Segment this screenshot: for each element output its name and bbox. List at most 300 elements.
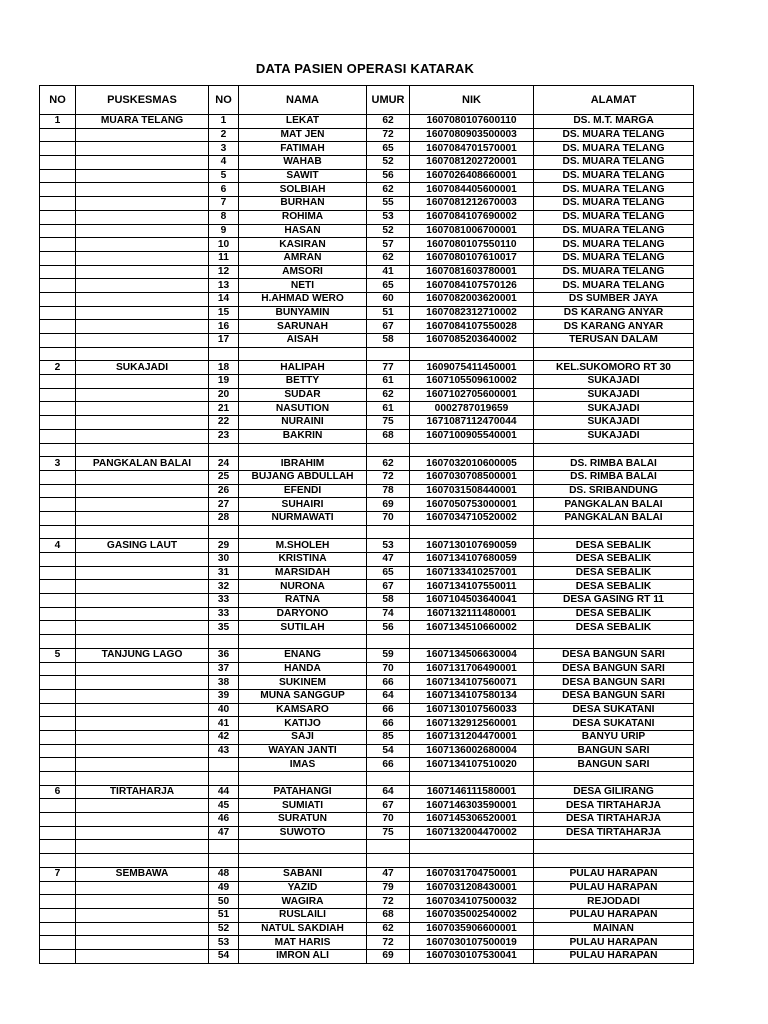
cell-umur: 59 (367, 648, 410, 662)
cell-no (40, 717, 76, 731)
cell-puskesmas (76, 936, 209, 950)
cell-no (40, 621, 76, 635)
cell-nama: NURMAWATI (239, 511, 367, 525)
cell-alamat: KEL.SUKOMORO RT 30 (534, 361, 694, 375)
cell-puskesmas (76, 292, 209, 306)
table-row (40, 949, 694, 963)
cell-alamat: SUKAJADI (534, 429, 694, 443)
cell-no (40, 306, 76, 320)
cell-nama: RUSLAILI (239, 908, 367, 922)
cell-patient-no: 38 (209, 676, 239, 690)
cell-patient-no: 10 (209, 238, 239, 252)
cell-alamat: DS KARANG ANYAR (534, 320, 694, 334)
cell-umur: 68 (367, 429, 410, 443)
cell-no (40, 238, 76, 252)
column-header-alamat: ALAMAT (534, 86, 694, 115)
cell-no: 1 (40, 115, 76, 129)
cell-nama: M.SHOLEH (239, 539, 367, 553)
cell-patient-no: 18 (209, 361, 239, 375)
cell-no (40, 840, 76, 854)
cell-nama: BAKRIN (239, 429, 367, 443)
cell-no (40, 826, 76, 840)
table-row (40, 539, 694, 553)
cell-umur: 53 (367, 539, 410, 553)
cell-nama: SARUNAH (239, 320, 367, 334)
cell-alamat: DESA SEBALIK (534, 607, 694, 621)
blank-row (40, 854, 694, 868)
cell-nama: KRISTINA (239, 553, 367, 567)
cell-umur: 70 (367, 662, 410, 676)
cell-no (40, 224, 76, 238)
cell-puskesmas (76, 197, 209, 211)
cell-no (40, 758, 76, 772)
cell-nama: DARYONO (239, 607, 367, 621)
cell-umur: 52 (367, 156, 410, 170)
table-row (40, 703, 694, 717)
cell-umur: 66 (367, 717, 410, 731)
cell-patient-no: 2 (209, 128, 239, 142)
cell-nama: PATAHANGI (239, 785, 367, 799)
cell-patient-no (209, 840, 239, 854)
cell-nik: 1607035002540002 (410, 908, 534, 922)
blank-row (40, 347, 694, 361)
cell-no (40, 813, 76, 827)
cell-puskesmas (76, 484, 209, 498)
cell-nik: 1607081212670003 (410, 197, 534, 211)
cell-umur: 55 (367, 197, 410, 211)
cell-puskesmas (76, 799, 209, 813)
cell-puskesmas (76, 703, 209, 717)
cell-nama: BUJANG ABDULLAH (239, 470, 367, 484)
cell-puskesmas (76, 169, 209, 183)
cell-umur: 70 (367, 511, 410, 525)
cell-nama: RATNA (239, 594, 367, 608)
cell-alamat: DS. RIMBA BALAI (534, 470, 694, 484)
table-row (40, 717, 694, 731)
table-row (40, 197, 694, 211)
table-row (40, 265, 694, 279)
table-row (40, 785, 694, 799)
cell-nik: 1607131204470001 (410, 730, 534, 744)
cell-nama: HANDA (239, 662, 367, 676)
cell-nik: 1607032010600005 (410, 457, 534, 471)
cell-nik: 1607080903500003 (410, 128, 534, 142)
cell-puskesmas (76, 689, 209, 703)
cell-puskesmas: TIRTAHARJA (76, 785, 209, 799)
cell-nama: MARSIDAH (239, 566, 367, 580)
cell-alamat (534, 347, 694, 361)
cell-nik: 1607136002680004 (410, 744, 534, 758)
cell-no (40, 730, 76, 744)
cell-nama: FATIMAH (239, 142, 367, 156)
cell-alamat (534, 635, 694, 649)
cell-puskesmas (76, 594, 209, 608)
cell-no (40, 689, 76, 703)
cell-nik: 1607132004470002 (410, 826, 534, 840)
cell-puskesmas (76, 525, 209, 539)
cell-umur: 75 (367, 826, 410, 840)
cell-umur: 75 (367, 416, 410, 430)
cell-nama: HALIPAH (239, 361, 367, 375)
table-row (40, 128, 694, 142)
cell-nama: NASUTION (239, 402, 367, 416)
cell-no: 6 (40, 785, 76, 799)
cell-nik: 1607080107600110 (410, 115, 534, 129)
cell-nik: 1607132111480001 (410, 607, 534, 621)
table-row (40, 142, 694, 156)
cell-alamat: PULAU HARAPAN (534, 949, 694, 963)
cell-patient-no: 43 (209, 744, 239, 758)
cell-alamat: PANGKALAN BALAI (534, 498, 694, 512)
cell-no (40, 854, 76, 868)
cell-umur: 62 (367, 922, 410, 936)
cell-umur: 58 (367, 594, 410, 608)
cell-puskesmas (76, 607, 209, 621)
cell-nama: AMSORI (239, 265, 367, 279)
cell-umur: 78 (367, 484, 410, 498)
cell-alamat (534, 443, 694, 457)
table-row (40, 799, 694, 813)
cell-no (40, 566, 76, 580)
cell-nik: 1607145306520001 (410, 813, 534, 827)
table-row (40, 607, 694, 621)
cell-no (40, 525, 76, 539)
cell-alamat: TERUSAN DALAM (534, 334, 694, 348)
cell-patient-no: 6 (209, 183, 239, 197)
cell-nama: NURAINI (239, 416, 367, 430)
cell-nik: 1607134107510020 (410, 758, 534, 772)
cell-nik: 1607031208430001 (410, 881, 534, 895)
cell-nama: SUKINEM (239, 676, 367, 690)
cell-alamat: DESA BANGUN SARI (534, 662, 694, 676)
cell-nama: NETI (239, 279, 367, 293)
cell-puskesmas (76, 676, 209, 690)
cell-patient-no: 20 (209, 388, 239, 402)
cell-puskesmas (76, 840, 209, 854)
cell-patient-no: 8 (209, 210, 239, 224)
cell-patient-no: 31 (209, 566, 239, 580)
cell-no (40, 580, 76, 594)
cell-nama (239, 772, 367, 786)
cell-umur: 67 (367, 799, 410, 813)
cell-umur: 58 (367, 334, 410, 348)
cell-patient-no: 46 (209, 813, 239, 827)
cell-no (40, 470, 76, 484)
cell-no (40, 744, 76, 758)
cell-no (40, 594, 76, 608)
cell-patient-no: 4 (209, 156, 239, 170)
cell-nik (410, 635, 534, 649)
cell-patient-no: 29 (209, 539, 239, 553)
cell-nik: 1607035906600001 (410, 922, 534, 936)
cell-alamat: BANYU URIP (534, 730, 694, 744)
cell-nama: MUNA SANGGUP (239, 689, 367, 703)
cell-patient-no: 24 (209, 457, 239, 471)
cell-patient-no: 27 (209, 498, 239, 512)
cell-alamat: DESA TIRTAHARJA (534, 799, 694, 813)
cell-puskesmas (76, 402, 209, 416)
table-row (40, 156, 694, 170)
cell-nama: SAJI (239, 730, 367, 744)
cell-no (40, 320, 76, 334)
cell-patient-no (209, 443, 239, 457)
cell-umur (367, 347, 410, 361)
cell-alamat: BANGUN SARI (534, 744, 694, 758)
cell-nik: 1607146111580001 (410, 785, 534, 799)
cell-patient-no: 9 (209, 224, 239, 238)
cell-nama (239, 854, 367, 868)
cell-alamat: DS. MUARA TELANG (534, 142, 694, 156)
table-row (40, 676, 694, 690)
cell-no (40, 881, 76, 895)
cell-umur: 67 (367, 580, 410, 594)
cell-patient-no: 32 (209, 580, 239, 594)
cell-nik: 1607080107550110 (410, 238, 534, 252)
cell-puskesmas (76, 730, 209, 744)
cell-umur: 62 (367, 457, 410, 471)
cell-patient-no (209, 525, 239, 539)
cell-puskesmas: TANJUNG LAGO (76, 648, 209, 662)
cell-nama: YAZID (239, 881, 367, 895)
cell-puskesmas (76, 279, 209, 293)
cell-nik: 1607085203640002 (410, 334, 534, 348)
cell-patient-no (209, 772, 239, 786)
cell-puskesmas (76, 744, 209, 758)
cell-no (40, 375, 76, 389)
cell-patient-no: 42 (209, 730, 239, 744)
cell-patient-no: 41 (209, 717, 239, 731)
cell-patient-no: 19 (209, 375, 239, 389)
cell-puskesmas (76, 621, 209, 635)
cell-patient-no: 12 (209, 265, 239, 279)
table-row (40, 648, 694, 662)
table-row (40, 511, 694, 525)
cell-nik: 1607104503640041 (410, 594, 534, 608)
cell-nama: KAMSARO (239, 703, 367, 717)
cell-no (40, 498, 76, 512)
table-row (40, 224, 694, 238)
cell-puskesmas (76, 635, 209, 649)
table-header-row (40, 86, 694, 115)
cell-no (40, 388, 76, 402)
cell-nik: 1607081006700001 (410, 224, 534, 238)
cell-alamat: DS. MUARA TELANG (534, 156, 694, 170)
cell-alamat: PANGKALAN BALAI (534, 511, 694, 525)
cell-nik: 1607131706490001 (410, 662, 534, 676)
cell-nama: AISAH (239, 334, 367, 348)
cell-patient-no: 50 (209, 895, 239, 909)
cell-patient-no: 52 (209, 922, 239, 936)
cell-nik: 1607146303590001 (410, 799, 534, 813)
cell-alamat: DESA SEBALIK (534, 539, 694, 553)
cell-alamat: DS. MUARA TELANG (534, 279, 694, 293)
cell-umur: 62 (367, 115, 410, 129)
cell-nik: 1607030107530041 (410, 949, 534, 963)
cell-alamat: PULAU HARAPAN (534, 908, 694, 922)
cell-no (40, 443, 76, 457)
cell-patient-no: 36 (209, 648, 239, 662)
cell-umur: 56 (367, 621, 410, 635)
cell-patient-no: 51 (209, 908, 239, 922)
cell-no (40, 197, 76, 211)
cell-umur (367, 443, 410, 457)
table-row (40, 621, 694, 635)
cell-puskesmas (76, 908, 209, 922)
cell-no (40, 607, 76, 621)
cell-alamat: DS. RIMBA BALAI (534, 457, 694, 471)
cell-umur: 67 (367, 320, 410, 334)
cell-alamat: DESA SEBALIK (534, 553, 694, 567)
cell-umur: 66 (367, 703, 410, 717)
table-row (40, 292, 694, 306)
cell-nama: BUNYAMIN (239, 306, 367, 320)
cell-umur: 74 (367, 607, 410, 621)
blank-row (40, 772, 694, 786)
cell-nik: 1607030708500001 (410, 470, 534, 484)
cell-nama: IMRON ALI (239, 949, 367, 963)
cell-nik: 1671087112470044 (410, 416, 534, 430)
cell-nama: LEKAT (239, 115, 367, 129)
cell-nama: ENANG (239, 648, 367, 662)
cell-nik: 1607134107680059 (410, 553, 534, 567)
cell-alamat: DESA GASING RT 11 (534, 594, 694, 608)
cell-no (40, 402, 76, 416)
cell-umur: 66 (367, 676, 410, 690)
cell-no (40, 128, 76, 142)
table-row (40, 553, 694, 567)
cell-nama: BETTY (239, 375, 367, 389)
cell-patient-no: 3 (209, 142, 239, 156)
cell-nama: WAHAB (239, 156, 367, 170)
cell-puskesmas (76, 128, 209, 142)
cell-nik: 1607026408660001 (410, 169, 534, 183)
cell-puskesmas (76, 895, 209, 909)
cell-puskesmas: GASING LAUT (76, 539, 209, 553)
table-row (40, 320, 694, 334)
cell-puskesmas (76, 416, 209, 430)
cell-patient-no: 23 (209, 429, 239, 443)
cell-patient-no: 45 (209, 799, 239, 813)
cell-umur: 69 (367, 949, 410, 963)
table-row (40, 429, 694, 443)
cell-puskesmas (76, 949, 209, 963)
cell-patient-no (209, 635, 239, 649)
cell-puskesmas (76, 854, 209, 868)
cell-alamat: DS. MUARA TELANG (534, 265, 694, 279)
cell-alamat: DS. MUARA TELANG (534, 183, 694, 197)
cell-nama: SURATUN (239, 813, 367, 827)
cell-alamat: SUKAJADI (534, 388, 694, 402)
cell-patient-no: 5 (209, 169, 239, 183)
cell-nik: 1607080107610017 (410, 251, 534, 265)
cell-alamat: SUKAJADI (534, 416, 694, 430)
table-row (40, 183, 694, 197)
cell-nik: 1607084107690002 (410, 210, 534, 224)
cell-nik: 1607081603780001 (410, 265, 534, 279)
cell-nik (410, 840, 534, 854)
cell-nama: MAT HARIS (239, 936, 367, 950)
table-row (40, 388, 694, 402)
cell-no (40, 772, 76, 786)
column-header-no: NO (40, 86, 76, 115)
cell-nama (239, 635, 367, 649)
table-row (40, 169, 694, 183)
cell-umur: 61 (367, 402, 410, 416)
page-title: DATA PASIEN OPERASI KATARAK (255, 61, 475, 76)
cell-nik: 1607084107550028 (410, 320, 534, 334)
cell-patient-no: 39 (209, 689, 239, 703)
table-row (40, 279, 694, 293)
cell-puskesmas (76, 375, 209, 389)
cell-nik: 1607105509610002 (410, 375, 534, 389)
cell-puskesmas (76, 470, 209, 484)
cell-no (40, 484, 76, 498)
cell-alamat: DESA BANGUN SARI (534, 648, 694, 662)
cell-nama (239, 840, 367, 854)
cell-patient-no: 26 (209, 484, 239, 498)
cell-nama (239, 525, 367, 539)
cell-alamat (534, 772, 694, 786)
cell-no (40, 416, 76, 430)
cell-alamat: DS. MUARA TELANG (534, 169, 694, 183)
cell-no: 4 (40, 539, 76, 553)
cell-alamat: PULAU HARAPAN (534, 881, 694, 895)
cell-umur: 62 (367, 388, 410, 402)
cell-patient-no: 33 (209, 607, 239, 621)
cell-alamat: DESA SEBALIK (534, 566, 694, 580)
cell-nama: WAYAN JANTI (239, 744, 367, 758)
cell-nama: KASIRAN (239, 238, 367, 252)
table-row (40, 936, 694, 950)
cell-nama: SAWIT (239, 169, 367, 183)
cell-nik: 1607134107580134 (410, 689, 534, 703)
cell-no (40, 292, 76, 306)
cell-umur: 72 (367, 936, 410, 950)
cell-no (40, 936, 76, 950)
cell-nik (410, 443, 534, 457)
cell-nama: SUHAIRI (239, 498, 367, 512)
cell-umur: 65 (367, 142, 410, 156)
cell-puskesmas (76, 813, 209, 827)
cell-nik: 1607133410257001 (410, 566, 534, 580)
cell-alamat: DESA SEBALIK (534, 621, 694, 635)
cell-patient-no: 49 (209, 881, 239, 895)
column-header-puskesmas: PUSKESMAS (76, 86, 209, 115)
table-row (40, 895, 694, 909)
cell-umur: 85 (367, 730, 410, 744)
cell-patient-no: 30 (209, 553, 239, 567)
cell-patient-no: 16 (209, 320, 239, 334)
cell-nik (410, 772, 534, 786)
table-row (40, 470, 694, 484)
cell-puskesmas (76, 498, 209, 512)
cell-umur: 65 (367, 566, 410, 580)
cell-nik: 1607082003620001 (410, 292, 534, 306)
cell-puskesmas (76, 662, 209, 676)
cell-patient-no (209, 854, 239, 868)
cell-nik: 1607034710520002 (410, 511, 534, 525)
cell-umur: 68 (367, 908, 410, 922)
cell-nik: 1607134510660002 (410, 621, 534, 635)
cell-umur: 65 (367, 279, 410, 293)
cell-nama: SUWOTO (239, 826, 367, 840)
cell-puskesmas (76, 881, 209, 895)
cell-umur: 47 (367, 867, 410, 881)
cell-puskesmas (76, 334, 209, 348)
cell-alamat: BANGUN SARI (534, 758, 694, 772)
cell-alamat: DESA BANGUN SARI (534, 676, 694, 690)
table-row (40, 566, 694, 580)
